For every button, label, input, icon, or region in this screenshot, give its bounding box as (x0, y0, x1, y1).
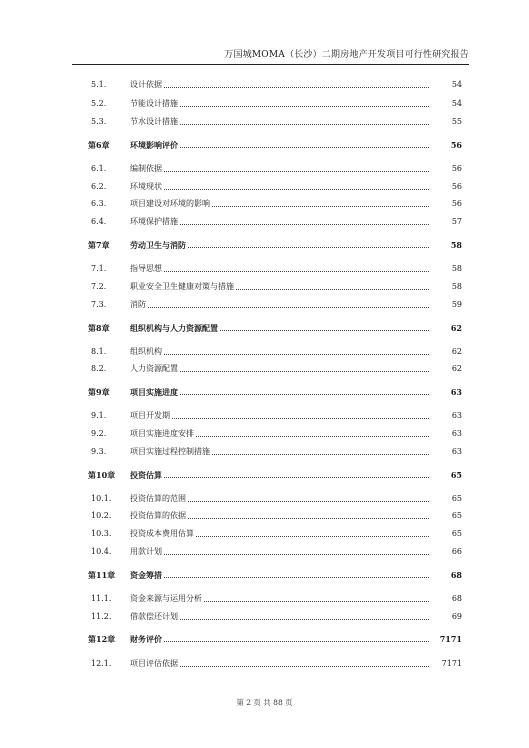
toc-entry-title: 环境影响评价 (130, 140, 178, 150)
toc-entry-page: 54 (430, 78, 462, 92)
toc-dot-leader (130, 418, 445, 419)
page-footer: 第 2 页 共 88 页 (236, 698, 293, 707)
toc-entry-page: 62 (430, 362, 462, 376)
toc-section-entry[interactable] (0, 362, 529, 376)
toc-section-entry[interactable] (0, 215, 529, 229)
toc-entry-title: 投资成本费用估算 (130, 527, 196, 541)
toc-entry-page: 68 (430, 592, 462, 606)
toc-entry-number: 第7章 (88, 240, 110, 250)
toc-entry-title: 借款偿还计划 (130, 610, 180, 624)
toc-section-entry[interactable] (0, 298, 529, 312)
toc-dot-leader (130, 307, 445, 308)
toc-entry-title: 指导思想 (130, 262, 164, 276)
toc-chapter-entry[interactable] (0, 321, 529, 335)
toc-chapter-entry[interactable] (0, 468, 529, 482)
toc-entry-number: 11.2. (91, 612, 112, 621)
toc-entry-page: 58 (430, 262, 462, 276)
toc-entry-number: 8.1. (91, 347, 107, 356)
toc-entry-number: 第9章 (88, 387, 110, 397)
toc-entry-title: 节水设计措施 (130, 115, 180, 129)
toc-entry-title: 项目建设对环境的影响 (130, 197, 212, 211)
toc-entry-number: 7.3. (91, 300, 107, 309)
toc-section-entry[interactable] (0, 345, 529, 359)
toc-section-entry[interactable] (0, 97, 529, 111)
toc-entry-page: 65 (430, 527, 462, 541)
toc-entry-number: 12.1. (91, 659, 112, 668)
toc-entry-title: 节能设计措施 (130, 97, 180, 111)
toc-entry-page: 69 (430, 610, 462, 624)
toc-entry-page: 59 (430, 298, 462, 312)
toc-entry-title: 项目实施过程控制措施 (130, 445, 212, 459)
toc-entry-page: 56 (430, 138, 462, 152)
toc-section-entry[interactable] (0, 409, 529, 423)
toc-section-entry[interactable] (0, 527, 529, 541)
toc-chapter-entry[interactable] (0, 238, 529, 252)
toc-entry-page: 55 (430, 115, 462, 129)
toc-entry-page: 7171 (430, 632, 462, 646)
toc-section-entry[interactable] (0, 445, 529, 459)
toc-entry-number: 9.2. (91, 429, 107, 438)
toc-entry-number: 第12章 (88, 634, 116, 644)
toc-chapter-entry[interactable] (0, 568, 529, 582)
toc-chapter-entry[interactable] (0, 632, 529, 646)
toc-entry-title: 组织机构与人力资源配置 (130, 323, 218, 333)
toc-entry-page: 65 (430, 468, 462, 482)
toc-entry-number: 10.3. (91, 529, 112, 538)
toc-entry-number: 8.2. (91, 364, 107, 373)
toc-entry-page: 54 (430, 97, 462, 111)
toc-entry-title: 劳动卫生与消防 (130, 240, 186, 250)
toc-entry-page: 58 (430, 238, 462, 252)
toc-entry-page: 65 (430, 509, 462, 523)
toc-section-entry[interactable] (0, 180, 529, 194)
toc-section-entry[interactable] (0, 280, 529, 294)
toc-entry-number: 10.2. (91, 511, 112, 520)
toc-entry-page: 57 (430, 215, 462, 229)
toc-entry-page: 56 (430, 162, 462, 176)
toc-dot-leader (130, 354, 445, 355)
toc-entry-number: 9.1. (91, 411, 107, 420)
toc-entry-page: 56 (430, 197, 462, 211)
toc-entry-title: 项目评估依据 (130, 657, 180, 671)
toc-section-entry[interactable] (0, 592, 529, 606)
toc-chapter-entry[interactable] (0, 385, 529, 399)
toc-entry-title: 资金筹措 (130, 570, 162, 580)
toc-section-entry[interactable] (0, 657, 529, 671)
toc-section-entry[interactable] (0, 115, 529, 129)
toc-entry-title: 资金来源与运用分析 (130, 592, 204, 606)
toc-dot-leader (130, 554, 445, 555)
toc-entry-number: 5.2. (91, 99, 107, 108)
toc-entry-number: 第11章 (88, 570, 116, 580)
toc-entry-title: 项目实施进度 (130, 387, 178, 397)
toc-entry-number: 第10章 (88, 470, 116, 480)
toc-entry-title: 环境保护措施 (130, 215, 180, 229)
toc-entry-title: 投资估算 (130, 470, 162, 480)
toc-dot-leader (130, 271, 445, 272)
toc-entry-title: 编制依据 (130, 162, 164, 176)
toc-entry-number: 6.1. (91, 164, 107, 173)
toc-entry-number: 7.2. (91, 282, 107, 291)
toc-section-entry[interactable] (0, 610, 529, 624)
toc-entry-page: 58 (430, 280, 462, 294)
toc-entry-page: 62 (430, 321, 462, 335)
toc-entry-title: 用款计划 (130, 545, 164, 559)
toc-chapter-entry[interactable] (0, 138, 529, 152)
toc-entry-title: 投资估算的依据 (130, 509, 188, 523)
toc-entry-title: 投资估算的范围 (130, 492, 188, 506)
toc-section-entry[interactable] (0, 197, 529, 211)
toc-entry-page: 63 (430, 385, 462, 399)
toc-entry-page: 56 (430, 180, 462, 194)
toc-section-entry[interactable] (0, 492, 529, 506)
toc-section-entry[interactable] (0, 545, 529, 559)
toc-entry-page: 63 (430, 409, 462, 423)
toc-entry-title: 组织机构 (130, 345, 164, 359)
toc-entry-number: 5.3. (91, 117, 107, 126)
toc-dot-leader (130, 641, 445, 642)
toc-entry-title: 人力资源配置 (130, 362, 180, 376)
toc-section-entry[interactable] (0, 162, 529, 176)
toc-entry-title: 职业安全卫生健康对策与措施 (130, 280, 236, 294)
toc-section-entry[interactable] (0, 262, 529, 276)
toc-dot-leader (130, 87, 445, 88)
toc-entry-title: 设计依据 (130, 78, 164, 92)
toc-entry-page: 65 (430, 492, 462, 506)
toc-entry-page: 66 (430, 545, 462, 559)
toc-entry-title: 消防 (130, 298, 148, 312)
toc-section-entry[interactable] (0, 78, 529, 92)
toc-entry-title: 环境现状 (130, 180, 164, 194)
toc-dot-leader (130, 577, 445, 578)
toc-section-entry[interactable] (0, 509, 529, 523)
toc-entry-number: 第8章 (88, 323, 110, 333)
toc-entry-page: 68 (430, 568, 462, 582)
toc-entry-number: 9.3. (91, 447, 107, 456)
toc-entry-page: 63 (430, 427, 462, 441)
toc-dot-leader (130, 171, 445, 172)
toc-entry-page: 7171 (430, 657, 462, 671)
toc-dot-leader (130, 189, 445, 190)
toc-entry-number: 6.4. (91, 217, 107, 226)
toc-entry-number: 10.4. (91, 547, 112, 556)
page-header-title: 万国城MOMA（长沙）二期房地产开发项目可行性研究报告 (224, 50, 469, 60)
toc-entry-number: 5.1. (91, 80, 107, 89)
toc-entry-number: 6.3. (91, 199, 107, 208)
toc-entry-title: 财务评价 (130, 634, 162, 644)
toc-entry-title: 项目开发期 (130, 409, 172, 423)
toc-entry-page: 62 (430, 345, 462, 359)
toc-entry-number: 10.1. (91, 494, 112, 503)
toc-dot-leader (130, 477, 445, 478)
toc-entry-number: 11.1. (91, 594, 112, 603)
toc-entry-page: 63 (430, 445, 462, 459)
toc-entry-number: 7.1. (91, 264, 107, 273)
toc-entry-title: 项目实施进度安排 (130, 427, 196, 441)
toc-section-entry[interactable] (0, 427, 529, 441)
toc-entry-number: 6.2. (91, 182, 107, 191)
toc-entry-number: 第6章 (88, 140, 110, 150)
